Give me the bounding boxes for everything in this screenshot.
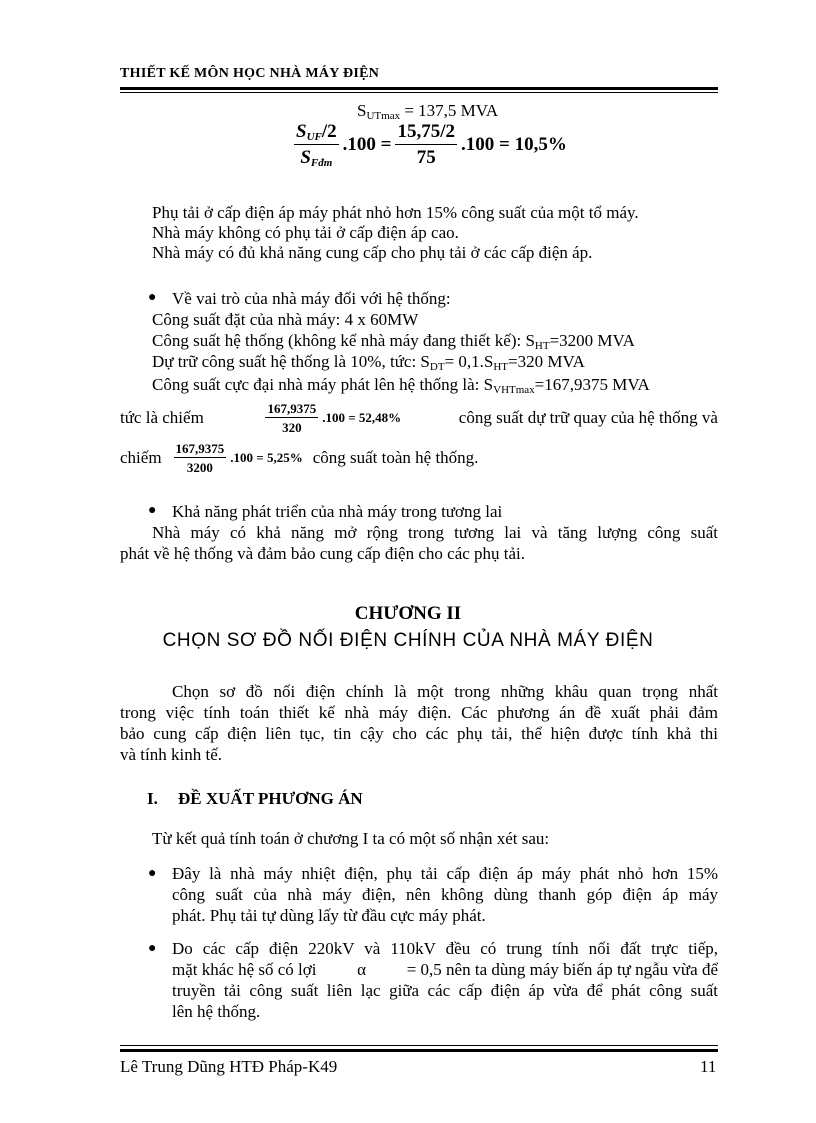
- header-title: THIẾT KẾ MÔN HỌC NHÀ MÁY ĐIỆN: [120, 66, 380, 81]
- bullet-dot: ●: [148, 290, 157, 305]
- para1-line3: Nhà máy có đủ khả năng cung cấp cho phụ tải ở các cấp điện áp.: [152, 243, 593, 262]
- chapter-subtitle: CHỌN SƠ ĐỒ NỐI ĐIỆN CHÍNH CỦA NHÀ MÁY ĐIỆN: [162, 630, 654, 651]
- para2-line1: Công suất đặt của nhà máy: 4 x 60MW: [152, 310, 419, 329]
- header-rule-thick: [120, 87, 718, 90]
- para3-line1: Nhà máy có khả năng mở rộng trong tương lai và tăng lượng công suất: [152, 523, 718, 542]
- para3-line2: phát về hệ thống và đảm bảo cung cấp điện cho các phụ tải.: [120, 544, 526, 563]
- formula-sutmax: $S_{UTmax} = 137,5$ MVA: [357, 101, 499, 122]
- section-title: ĐỀ XUẤT PHƯƠNG ÁN: [178, 789, 363, 808]
- fraction-suf-sfdm: $\frac{S_{UF}/2}{S_{Fđm}}$: [296, 121, 337, 169]
- footer-rule-thin: [120, 1045, 718, 1046]
- chapter-title: CHƯƠNG II: [354, 603, 462, 624]
- bullet-dot: ●: [148, 503, 157, 518]
- para4-line3: bảo cung cấp điện liên tục, tin cậy cho các phụ tải, thể hiện được tính khả thi: [120, 724, 718, 743]
- bullet-dot: ●: [148, 941, 157, 956]
- para1-line1: Phụ tải ở cấp điện áp máy phát nhỏ hơn 15% công suất của một tổ máy.: [152, 203, 639, 222]
- bullet4-line4: lên hệ thống.: [172, 1002, 261, 1021]
- para5: Từ kết quả tính toán ở chương I ta có một số nhận xét sau:: [152, 829, 550, 848]
- fraction-total: $\frac{167,9375}{3200}$: [175, 441, 225, 475]
- para4-line1: Chọn sơ đồ nối điện chính là một trong những khâu quan trọng nhất: [172, 682, 718, 701]
- para2-line4: Công suất cực đại nhà máy phát lên hệ thống là: $S_{VHTmax}=167,9375$ MVA: [152, 375, 650, 396]
- bullet2-text: Khả năng phát triển của nhà máy trong tương lai: [172, 502, 503, 521]
- page-number: 11: [700, 1057, 717, 1076]
- footer-rule-thick: [120, 1049, 718, 1052]
- bullet1-text: Về vai trò của nhà máy đối với hệ thống:: [172, 289, 451, 308]
- formula-percent: $\frac{S_{UF}/2}{S_{Fđm}}$ .100 = $\frac{15,75/2}{75}$ .100 = 10,5%: [296, 121, 567, 169]
- fraction-reserve: $\frac{167,9375}{320}$: [267, 401, 317, 435]
- para4-line2: trong việc tính toán thiết kế nhà máy điện. Các phương án đề xuất phải đảm: [120, 703, 718, 722]
- bullet3-line2: công suất của nhà máy điện, nên không dùng thanh góp điện áp máy: [172, 885, 718, 904]
- bullet3-line1: Đây là nhà máy nhiệt điện, phụ tải cấp điện áp máy phát nhỏ hơn 15%: [172, 864, 718, 883]
- header-rule-thin: [120, 92, 718, 93]
- para2-line2: Công suất hệ thống (không kể nhà máy đang thiết kế): $S_{HT}=3200$ MVA: [152, 331, 635, 352]
- alpha-symbol: α: [357, 960, 367, 979]
- bullet3-line3: phát. Phụ tải tự dùng lấy từ đầu cực máy phát.: [172, 906, 486, 925]
- para4-line4: và tính kinh tế.: [120, 745, 222, 764]
- bullet4-line1: Do các cấp điện 220kV và 110kV đều có trung tính nối đất trực tiếp,: [172, 939, 718, 958]
- section-number: I.: [147, 789, 158, 808]
- bullet4-line3: truyền tải công suất liên lạc giữa các cấp điện áp vừa để phát công suất: [172, 981, 718, 1000]
- para2-line6: chiếm $\frac{167,9375}{3200}$ .100 = 5,25% công suất toàn hệ thống.: [120, 441, 479, 475]
- bullet4-line2: mặt khác hệ số có lợi α = 0,5 nên ta dùng máy biến áp tự ngẫu vừa để: [172, 960, 718, 979]
- para1-line2: Nhà máy không có phụ tải ở cấp điện áp cao.: [152, 223, 459, 242]
- bullet-dot: ●: [148, 866, 157, 881]
- fraction-numeric: $\frac{15,75/2}{75}$: [397, 121, 455, 168]
- footer-author: Lê Trung Dũng HTĐ Pháp-K49: [120, 1057, 338, 1076]
- para2-line5: tức là chiếm $\frac{167,9375}{320}$ .100 = 52,48% công suất dự trữ quay của hệ thống và: [120, 401, 718, 435]
- para2-line3: Dự trữ công suất hệ thống là 10%, tức: $S_{DT}= 0,1.S_{HT}=320$ MVA: [152, 352, 585, 373]
